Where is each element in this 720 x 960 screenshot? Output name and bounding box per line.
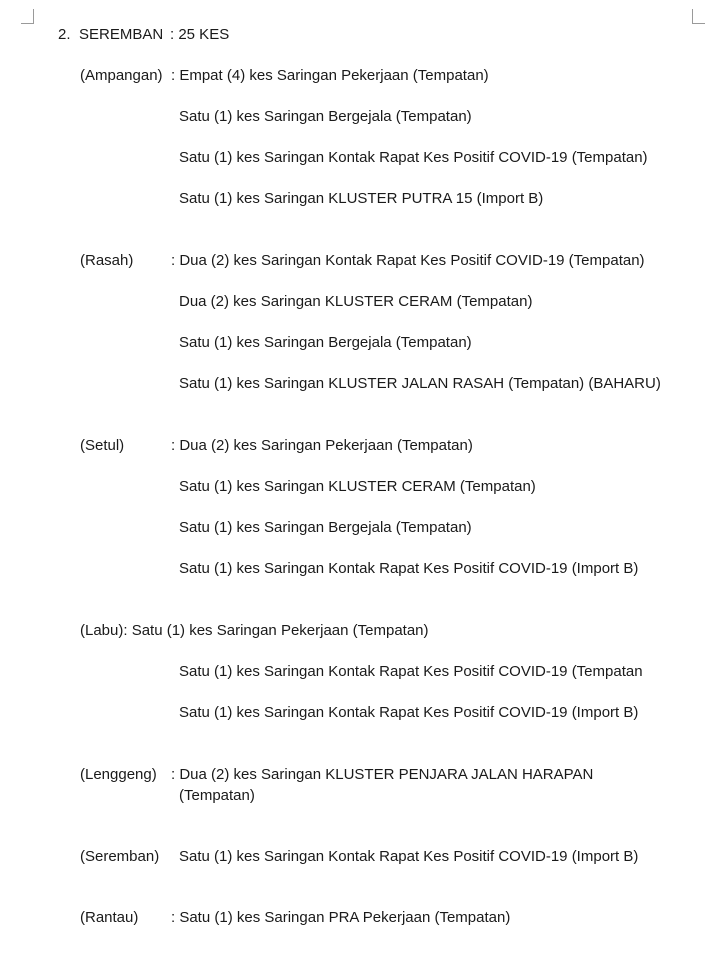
district-name: SEREMBAN [79,26,164,43]
area-label: (Setul) [80,437,125,454]
area-label: (Ampangan) [80,67,163,84]
case-line: : Dua (2) kes Saringan KLUSTER PENJARA JALAN HARAPAN [171,766,594,783]
case-line: Satu (1) kes Saringan Bergejala (Tempatan) [179,108,472,125]
case-line: Satu (1) kes Saringan Kontak Rapat Kes Positif COVID-19 (Import B) [179,704,639,721]
case-line: Satu (1) kes Saringan KLUSTER PUTRA 15 (Import B) [179,190,544,207]
case-line: Satu (1) kes Saringan KLUSTER CERAM (Tempatan) [179,478,536,495]
case-line: Satu (1) kes Saringan Kontak Rapat Kes Positif COVID-19 (Tempatan [179,663,643,680]
case-line: Satu (1) kes Saringan Bergejala (Tempatan) [179,519,472,536]
area-label: (Seremban) [80,848,160,865]
case-line: Satu (1) kes Saringan Kontak Rapat Kes Positif COVID-19 (Tempatan) [179,149,648,166]
case-line: Satu (1) kes Saringan Bergejala (Tempatan) [179,334,472,351]
district-total: : 25 KES [170,26,230,43]
case-line: Satu (1) kes Saringan KLUSTER JALAN RASAH (Tempatan) (BAHARU) [179,375,661,392]
case-line: : Empat (4) kes Saringan Pekerjaan (Tempatan) [171,67,489,84]
area-label: (Rantau) [80,909,139,926]
item-number: 2. [58,26,71,43]
case-line: Satu (1) kes Saringan Kontak Rapat Kes Positif COVID-19 (Import B) [179,848,639,865]
page-corner-mark-top-right [692,9,705,24]
area-label: (Rasah) [80,252,134,269]
case-line: Dua (2) kes Saringan KLUSTER CERAM (Tempatan) [179,293,533,310]
case-line: Satu (1) kes Saringan Kontak Rapat Kes Positif COVID-19 (Import B) [179,560,639,577]
case-line: : Dua (2) kes Saringan Pekerjaan (Tempatan) [171,437,473,454]
case-line: : Satu (1) kes Saringan PRA Pekerjaan (Tempatan) [171,909,511,926]
area-label: (Labu): Satu (1) kes Saringan Pekerjaan (Tempatan) [80,622,429,639]
area-label: (Lenggeng) [80,766,157,783]
case-line: (Tempatan) [179,787,255,804]
page-corner-mark-top-left [21,9,34,24]
case-line: : Dua (2) kes Saringan Kontak Rapat Kes Positif COVID-19 (Tempatan) [171,252,645,269]
